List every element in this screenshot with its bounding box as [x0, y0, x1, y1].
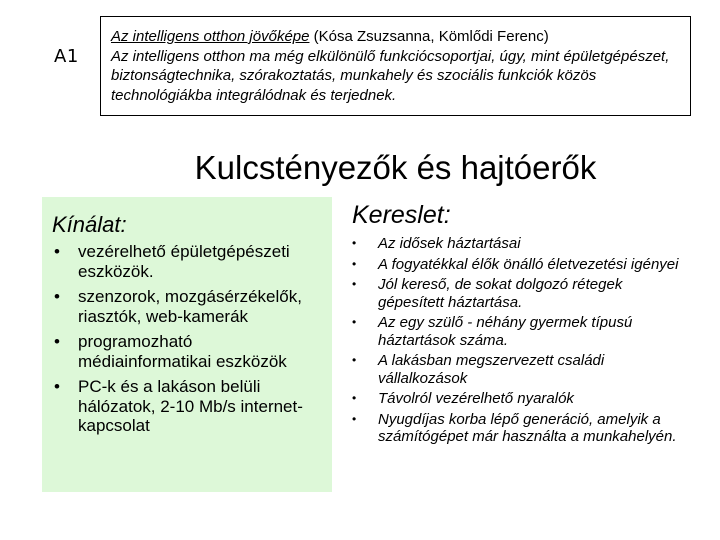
header-description: Az intelligens otthon ma még elkülönülő funkciócsoportjai, úgy, mint épületgépészet, biztonságtechnika, szórakoztatás, munkahely és szociális funkciók közös technológiákba integrálódnak és terjednek.	[111, 47, 670, 104]
demand-item: • Az egy szülő - néhány gyermek típusú háztartások száma.	[352, 314, 688, 349]
offer-item: • vezérelhető épületgépészeti eszközök.	[52, 242, 328, 281]
header-title: Az intelligens otthon jövőképe	[111, 28, 310, 45]
demand-item: • Az idősek háztartásai	[352, 235, 688, 253]
demand-item: • Nyugdíjas korba lépő generáció, amelyik a számítógépet már használta a munkahelyén.	[352, 411, 688, 446]
demand-item: • A lakásban megszervezett családi vállalkozások	[352, 352, 688, 387]
offer-panel	[42, 197, 332, 492]
header-box	[100, 16, 691, 116]
demand-item: • Jól kereső, de sokat dolgozó rétegek gépesített háztartása.	[352, 276, 688, 311]
page-title: Kulcstényezők és hajtóerők	[194, 149, 597, 186]
slide-label: A1	[54, 46, 79, 67]
header-authors: (Kósa Zsuzsanna, Kömlődi Ferenc)	[313, 28, 549, 45]
demand-heading: Kereslet:	[352, 201, 451, 229]
demand-list	[352, 235, 688, 449]
offer-list	[52, 242, 328, 436]
demand-item: • A fogyatékkal élők önálló életvezetési igényei	[352, 256, 688, 274]
offer-heading: Kínálat:	[52, 212, 127, 237]
offer-item: • programozható médiainformatikai eszközök	[52, 332, 328, 371]
offer-item: • PC-k és a lakáson belüli hálózatok, 2-10 Mb/s internet-kapcsolat	[52, 377, 328, 436]
demand-item: • Távolról vezérelhető nyaralók	[352, 390, 688, 408]
offer-item: • szenzorok, mozgásérzékelők, riasztók, web-kamerák	[52, 287, 328, 326]
